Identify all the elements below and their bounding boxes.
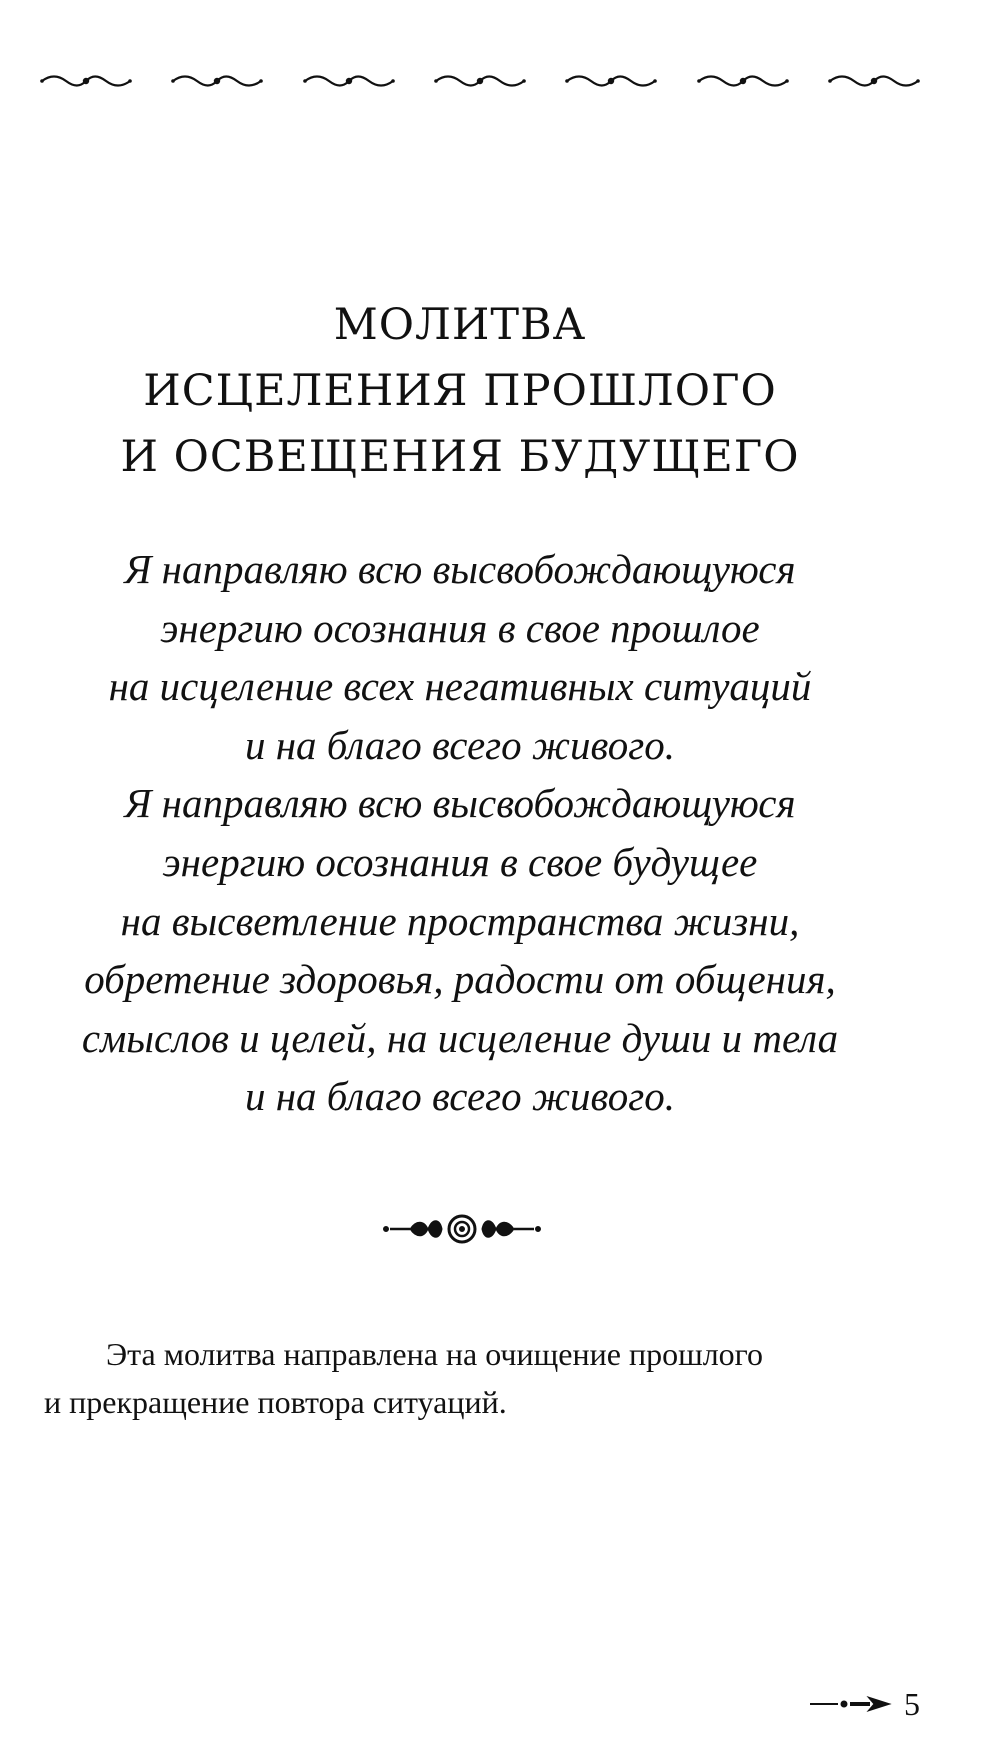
prayer-text [0,540,920,1126]
note-line: и прекращение повтора ситуаций. [44,1384,507,1420]
prayer-line: на исцеление всех негативных ситуаций [108,663,812,710]
prayer-line: и на благо всего живого. [244,721,676,768]
scroll-ornament-icon [565,72,657,90]
note-paragraph [44,1330,924,1426]
arrow-right-icon [808,1695,892,1713]
prayer-line: обретение здоровья, радости от общения, [84,956,836,1003]
prayer-line: на высветление пространства жизни, [120,897,800,944]
prayer-line: энергию осознания в свое прошлое [160,604,760,651]
floral-divider-icon [382,1212,542,1246]
prayer-line: и на благо всего живого. [244,1073,676,1120]
page-footer [808,1686,920,1722]
scroll-ornament-icon [171,72,263,90]
title-line: И ОСВЕЩЕНИЯ БУДУЩЕГО [120,432,800,482]
title-line: МОЛИТВА [333,300,587,350]
page-title [0,292,920,490]
scroll-ornament-icon [434,72,526,90]
scroll-ornament-icon [697,72,789,90]
title-line: ИСЦЕЛЕНИЯ ПРОШЛОГО [143,366,777,416]
page-number: 5 [904,1686,920,1722]
top-ornament-band [40,70,920,92]
scroll-ornament-icon [303,72,395,90]
note-line: Эта молитва направлена на очищение прошлого [106,1336,763,1372]
scroll-ornament-icon [40,72,132,90]
prayer-line: энергию осознания в свое будущее [162,838,758,885]
prayer-line: Я направляю всю высвобождающуюся [124,780,796,827]
prayer-line: смыслов и целей, на исцеление души и тела [81,1014,839,1061]
prayer-line: Я направляю всю высвобождающуюся [124,546,796,592]
scroll-ornament-icon [828,72,920,90]
